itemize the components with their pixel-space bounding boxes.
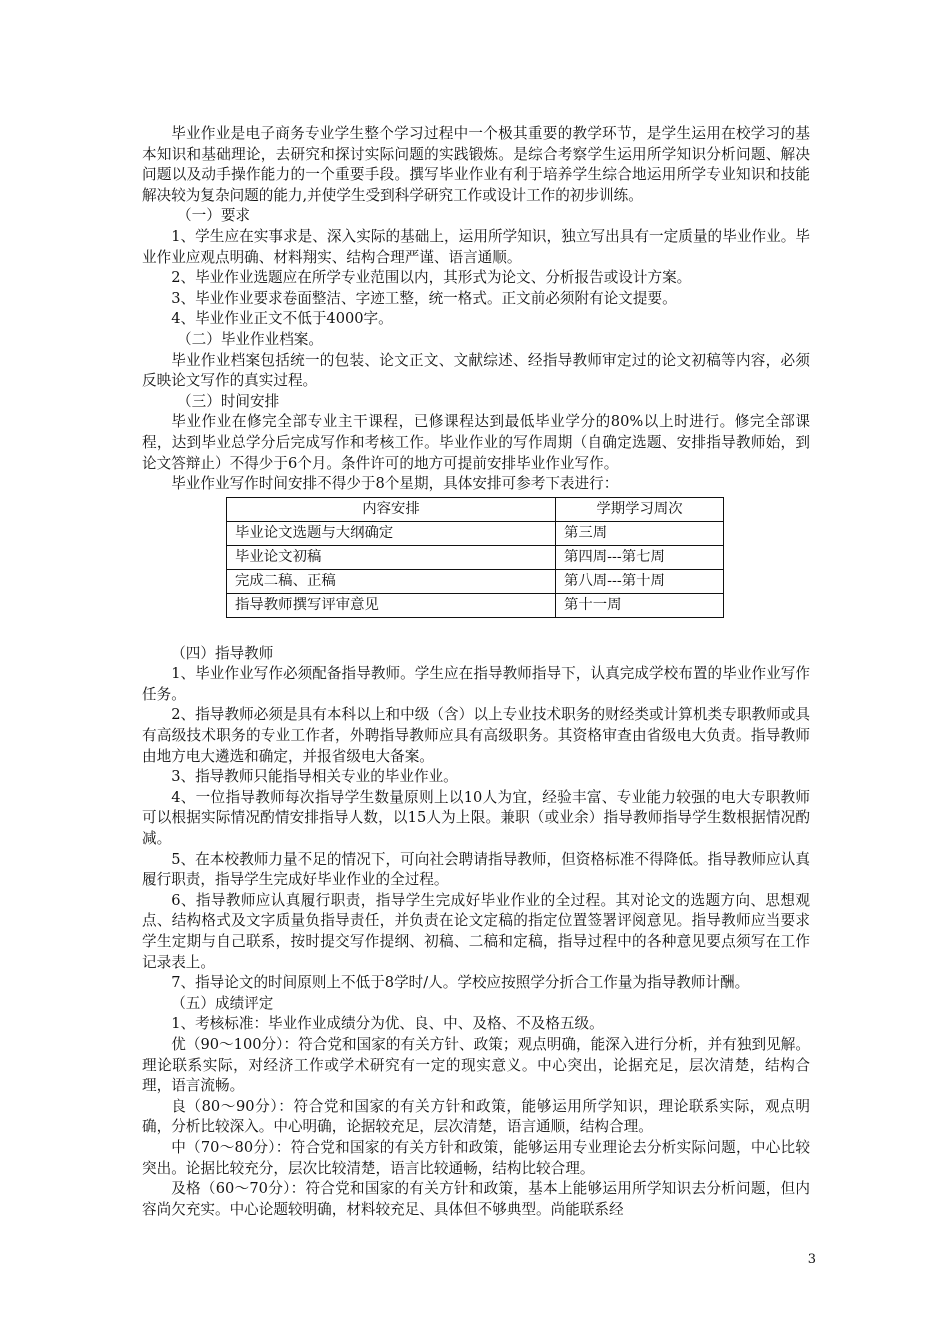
paragraph: 1、毕业作业写作必须配备指导教师。学生应在指导教师指导下，认真完成学校布置的毕业作业写作任务。: [142, 665, 810, 703]
table-cell-content: 完成二稿、正稿: [227, 569, 556, 593]
table-row: [227, 545, 724, 569]
table-cell-week: 第三周: [556, 521, 724, 545]
paragraph: 中（70～80分）：符合党和国家的有关方针和政策，能够运用专业理论去分析实际问题，中心比较突出。论据比较充分，层次比较清楚，语言比较通畅，结构比较合理。: [142, 1138, 810, 1177]
paragraph: 3、毕业作业要求卷面整洁、字迹工整，统一格式。正文前必须附有论文提要。: [171, 289, 677, 307]
paragraph: （四）指导教师: [171, 644, 274, 662]
table-header-content: 内容安排: [227, 497, 556, 521]
paragraph: 7、指导论文的时间原则上不低于8学时/人。学校应按照学分折合工作量为指导教师计酬。: [171, 974, 750, 992]
table-cell-content: 指导教师撰写评审意见: [227, 593, 556, 617]
paragraph: 毕业作业档案包括统一的包装、论文正文、文献综述、经指导教师审定过的论文初稿等内容，必须反映论文写作的真实过程。: [142, 351, 810, 390]
paragraph: 及格（60～70分）：符合党和国家的有关方针和政策，基本上能够运用所学知识去分析问题，但内容尚欠充实。中心论题较明确，材料较充足、具体但不够典型。尚能联系经: [142, 1180, 810, 1218]
table-cell-week: 第八周---第十周: [556, 569, 724, 593]
table-header-week: 学期学习周次: [556, 497, 724, 521]
paragraph: 毕业作业在修完全部专业主干课程，已修课程达到最低毕业学分的80%以上时进行。修完全部课程，达到毕业总学分后完成写作和考核工作。毕业作业的写作周期（自确定选题、安排指导教师始，到论文答辩止）不得少于6个月。条件许可的地方可提前安排毕业作业写作。: [142, 413, 810, 472]
table-cell-week: 第四周---第七周: [556, 545, 724, 569]
page-number: 3: [807, 1252, 816, 1267]
paragraph: 毕业作业是电子商务专业学生整个学习过程中一个极其重要的教学环节，是学生运用在校学习的基本知识和基础理论，去研究和探讨实际问题的实践锻炼。是综合考察学生运用所学知识分析问题、解决问题以及动手操作能力的一个重要手段。撰写毕业作业有利于培养学生综合地运用所学专业知识和技能解决较为复杂问题的能力,并使学生受到科学研究工作或设计工作的初步训练。: [142, 125, 810, 204]
blank-line: [142, 618, 810, 644]
paragraph: 2、指导教师必须是具有本科以上和中级（含）以上专业技术职务的财经类或计算机类专职教师或具有高级技术职务的专业工作者，外聘指导教师应具有高级职务。其资格审查由省级电大负责。指导教师由地方电大遴选和确定，并报省级电大备案。: [142, 706, 810, 765]
document-body: [142, 124, 810, 1220]
paragraph: 3、指导教师只能指导相关专业的毕业作业。: [171, 768, 458, 786]
section-heading: （一）要求: [177, 207, 251, 225]
table-header-row: [227, 497, 724, 521]
paragraph: 6、指导教师应认真履行职责，指导学生完成好毕业作业的全过程。其对论文的选题方向、思想观点、结构格式及文字质量负指导责任，并负责在论文定稿的指定位置签署评阅意见。指导教师应当要求学生定期与自己联系，按时提交写作提纲、初稿、二稿和定稿，指导过程中的各种意见要点须写在工作记录表上。: [142, 891, 810, 971]
paragraph: 毕业作业写作时间安排不得少于8个星期，具体安排可参考下表进行：: [171, 475, 619, 493]
table-row: [227, 569, 724, 593]
section-bottom: [142, 644, 810, 1221]
paragraph: 5、在本校教师力量不足的情况下，可向社会聘请指导教师，但资格标准不得降低。指导教师应认真履行职责，指导学生完成好毕业作业的全过程。: [142, 850, 810, 889]
table-cell-content: 毕业论文选题与大纲确定: [227, 521, 556, 545]
paragraph: 优（90～100分）：符合党和国家的有关方针、政策；观点明确，能深入进行分析，并有独到见解。理论联系实际，对经济工作或学术研究有一定的现实意义。中心突出，论据充足，层次清楚，结构合理，语言流畅。: [142, 1035, 810, 1095]
paragraph: 1、考核标准：毕业作业成绩分为优、良、中、及格、不及格五级。: [171, 1015, 604, 1033]
paragraph: 4、一位指导教师每次指导学生数量原则上以10人为宜，经验丰富、专业能力较强的电大专职教师可以根据实际情况酌情安排指导人数，以15人为上限。兼职（或业余）指导教师指导学生数根据情况酌减。: [142, 788, 810, 848]
paragraph: （五）成绩评定: [171, 994, 274, 1012]
table-cell-content: 毕业论文初稿: [227, 545, 556, 569]
paragraph: 1、学生应在实事求是、深入实际的基础上，运用所学知识，独立写出具有一定质量的毕业作业。毕业作业应观点明确、材料翔实、结构合理严谨、语言通顺。: [142, 227, 810, 266]
section-heading: （二）毕业作业档案。: [177, 330, 323, 348]
paragraph: 良（80～90分）：符合党和国家的有关方针和政策，能够运用所学知识，理论联系实际，观点明确，分析比较深入。中心明确，论据较充足，层次清楚，语言通顺，结构合理。: [142, 1097, 810, 1136]
table-cell-week: 第十一周: [556, 593, 724, 617]
paragraph: 2、毕业作业选题应在所学专业范围以内，其形式为论文、分析报告或设计方案。: [171, 269, 692, 287]
section-top: [142, 124, 810, 495]
table-row: [227, 593, 724, 617]
schedule-table: [226, 497, 724, 618]
section-heading: （三）时间安排: [177, 392, 280, 410]
table-row: [227, 521, 724, 545]
paragraph: 4、毕业作业正文不低于4000字。: [171, 310, 393, 328]
